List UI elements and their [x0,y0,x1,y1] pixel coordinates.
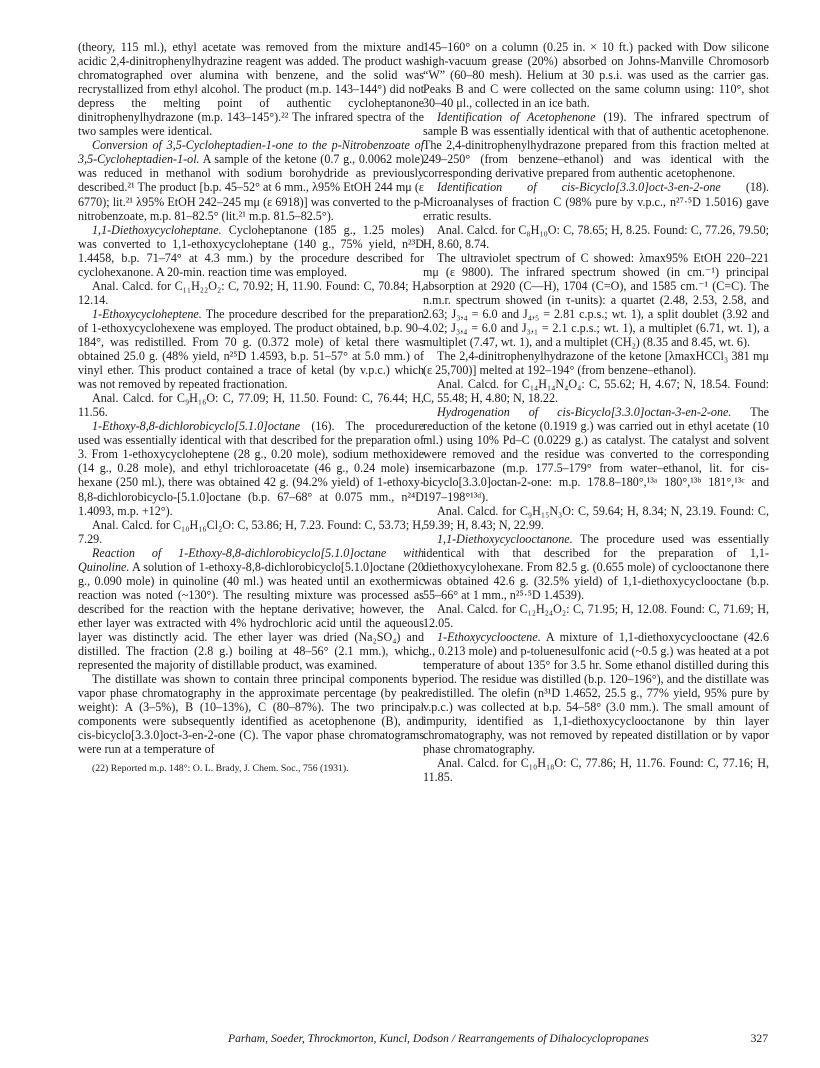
paragraph: Anal. Calcd. for C₁₀H₁₆Cl₂O: C, 53.86; H, 7.23. Found: C, 53.73; H, 7.29. [78,517,424,546]
right-column [423,40,769,784]
section-title: Reaction of 1-Ethoxy-8,8-dichlorobicyclo[5.1.0]octane with Quinoline. [78,545,424,574]
section-title: Identification of Acetophenone [437,110,596,125]
running-head: Parham, Soeder, Throckmorton, Kuncl, Dodson / Rearrangements of Dihalocyclopropanes [228,1032,649,1045]
paragraph: 1-Ethoxycycloheptene. The procedure described for the preparation of 1-ethoxycyclohexene was employed. The product obtained, b.p. 90–184°, was redistilled. From 70 g. (0.372 mole) of ketal there was obtained 25.0 g. (48% yield, n²⁵D 1.4593, b.p. 51–57° at 5.0 mm.) of vinyl ether. This product contained a trace of ketal (by v.p.c.) which was not removed by repeated fractionation. [78,306,424,392]
paragraph: Anal. Calcd. for C₉H₁₆O: C, 77.09; H, 11.50. Found: C, 76.44; H, 11.56. [78,391,424,420]
paragraph: 1-Ethoxycyclooctene. A mixture of 1,1-diethoxycyclooctane (42.6 g., 0.213 mole) and p-toluenesulfonic acid (~0.5 g.) was heated at a pot temperature of about 135° for 3.5 hr. Some ethanol distilled during this period. The residue was distilled (b.p. 120–196°), and the distillate was redistilled. The olefin (n³¹D 1.4652, 25.5 g., 77% yield, 95% pure by v.p.c.) was collected at b.p. 54–58° (3.0 mm.). The small amount of impurity, identified as 1,1-diethoxycyclooctanone by thin layer chromatography, was not removed by repeated distillation or by vapor phase chromatography. [423,629,769,757]
left-column [78,40,424,775]
section-title: 1-Ethoxycycloheptene. [92,306,202,321]
paragraph: 1-Ethoxy-8,8-dichlorobicyclo[5.1.0]octane (16). The procedure used was essentially identical with that described for the preparation of 3. From 1-ethoxycycloheptene (28 g., 0.20 mole), sodium methoxide (14 g., 0.28 mole), and ethyl trichloroacetate (46 g., 0.24 mole) in hexane (250 ml.), there was obtained 42 g. (94.2% yield) of 1-ethoxy-8,8-dichlorobicyclo-[5.1.0]octane (b.p. 67–68° at 0.075 mm., n²⁴D 1.4093, m.p. +12°). [78,419,424,518]
section-title: 1-Ethoxycyclooctene. [437,629,541,644]
section-title: Conversion of 3,5-Cycloheptadien-1-one to the p-Nitrobenzoate of 3,5-Cycloheptadien-1-ol. [78,138,424,167]
paragraph: 1,1-Diethoxycyclooctanone. The procedure used was essentially identical with that described for the preparation of 1,1-diethoxycylohexane. From 82.5 g. (0.655 mole) of cyclooctanone there was obtained 42.6 g. (32.5% yield) of 1,1-diethoxycyclooctane (b.p. 55–66° at 1 mm., n²⁵·⁵D 1.4539). [423,531,769,602]
paragraph: Anal. Calcd. for C₁₁H₂₂O₂: C, 70.92; H, 11.90. Found: C, 70.84; H, 12.14. [78,278,424,307]
paragraph: Anal. Calcd. for C₉H₁₅N₃O: C, 59.64; H, 8.34; N, 23.19. Found: C, 59.39; H, 8.43; N, 22.99. [423,503,769,532]
paragraph: Anal. Calcd. for C₁₂H₂₄O₂: C, 71.95; H, 12.08. Found: C, 71.69; H, 12.05. [423,601,769,630]
paragraph: Anal. Calcd. for C₈H₁₀O: C, 78.65; H, 8.25. Found: C, 77.26, 79.50; H, 8.60, 8.74. [423,222,769,251]
paragraph: Reaction of 1-Ethoxy-8,8-dichlorobicyclo[5.1.0]octane with Quinoline. A solution of 1-ethoxy-8,8-dichlorobicyclo[5.1.0]octane (20 g., 0.090 mole) in quinoline (40 ml.) was heated until an exothermic reaction was noted (~130°). The resulting mixture was processed as described for the reaction with the heptane derivative; however, the ether layer was extracted with 4% hydrochloric acid until the aqueous layer was distinctly acid. The ether layer was dried (Na₂SO₄) and distilled. The fraction (2.8 g.) boiling at 48–56° (2.1 mm.), which represented the majority of distillable product, was examined. [78,545,424,673]
section-title: Hydrogenation of cis-Bicyclo[3.3.0]octan-3-en-2-one. [437,405,732,420]
paragraph: Anal. Calcd. for C₁₀H₁₈O: C, 77.86; H, 11.76. Found: C, 77.16; H, 11.85. [423,756,769,785]
paragraph: Identification of Acetophenone (19). The infrared spectrum of sample B was essentially identical with that of authentic acetophenone. The 2,4-dinitrophenylhydrazone prepared from this fraction melted at 249–250° (from benzene–ethanol) and was identical with the corresponding derivative prepared from authentic acetophenone. [423,110,769,181]
paragraph: Conversion of 3,5-Cycloheptadien-1-one to the p-Nitrobenzoate of 3,5-Cycloheptadien-1-ol. A sample of the ketone (0.7 g., 0.0062 mole) was reduced in methanol with sodium borohydride as previously described.²¹ The product [b.p. 45–52° at 6 mm., λ95% EtOH 244 mμ (ε 6770); lit.²¹ λ95% EtOH 242–245 mμ (ε 6918)] was converted to the p-nitrobenzoate, m.p. 81–82.5° (lit.²¹ m.p. 81.5–82.5°). [78,138,424,223]
paragraph: The distillate was shown to contain three principal components by vapor phase chromatography in the approximate percentage (by peak weight): A (3–5%), B (10–13%), C (80–87%). The two principal components were subsequently identified as acetophenone (B), and cis-bicyclo[3.3.0]oct-3-en-2-one (C). The vapor phase chromatograms were run at a temperature of [78,672,424,757]
paragraph: Anal. Calcd. for C₁₄H₁₄N₄O₄: C, 55.62; H, 4.67; N, 18.54. Found: C, 55.48; H, 4.80; N, 18.22. [423,377,769,406]
paragraph: 1,1-Diethoxycycloheptane. Cycloheptanone (185 g., 1.25 moles) was converted to 1,1-ethoxycycloheptane (140 g., 75% yield, n²³D 1.4458, b.p. 71–74° at 4.3 mm.) by the procedure described for cyclohexanone. A 20-min. reaction time was employed. [78,222,424,279]
footnote: (22) Reported m.p. 148°: O. L. Brady, J. Chem. Soc., 756 (1931). [92,763,349,775]
paragraph: Identification of cis-Bicyclo[3.3.0]oct-3-en-2-one (18). Microanalyses of fraction C (98% pure by v.p.c., n²⁷·⁵D 1.5016) gave erratic results. [423,180,769,223]
paragraph: The ultraviolet spectrum of C showed: λmax95% EtOH 220–221 mμ (ε 9800). The infrared spectrum showed (in cm.⁻¹) principal absorption at 2920 (C—H), 1704 (C=O), and 1585 cm.⁻¹ (C=C). The n.m.r. spectrum showed (in τ-units): a quartet (2.48, 2.53, 2.58, and 2.63; J₃,₄ = 6.0 and J₄,₅ = 2.81 c.p.s.; wt. 1), a split doublet (3.92 and 4.02; J₃,₄ = 6.0 and J₃,₁ = 2.1 c.p.s.; wt. 1), a multiplet (6.71, wt. 1), a multiplet (7.47, wt. 1), and a multiplet (CH₂) (8.35 and 8.45, wt. 6). [423,250,769,349]
page-number: 327 [750,1032,768,1045]
section-title: Identification of cis-Bicyclo[3.3.0]oct-3-en-2-one [437,180,721,195]
section-title: 1-Ethoxy-8,8-dichlorobicyclo[5.1.0]octane [92,419,301,434]
paragraph: 145–160° on a column (0.25 in. × 10 ft.) packed with Dow silicone high-vacuum grease (20%) absorbed on Johns-Manville Chromosorb “W” (60–80 mesh). Helium at 30 p.s.i. was used as the carrier gas. Peaks B and C were collected on the same column using: 110°, shot 30–40 μl., collected in an ice bath. [423,40,769,111]
paragraph: Hydrogenation of cis-Bicyclo[3.3.0]octan-3-en-2-one. The reduction of the ketone (0.1919 g.) was carried out in ethyl acetate (10 ml.) using 10% Pd–C (0.0229 g.) as catalyst. The catalyst and solvent were removed and the residue was converted to the corresponding semicarbazone (m.p. 177.5–179° from water–ethanol, lit. for cis-bicyclo[3.3.0]octan-2-one: m.p. 178.8–180°,¹³ᵃ 180°,¹³ᵇ 181°,¹³ᶜ and 197–198°¹³ᵈ). [423,405,769,504]
paragraph: The 2,4-dinitrophenylhydrazone of the ketone [λmaxHCCl₃ 381 mμ (ε 25,700)] melted at 192–194° (from benzene–ethanol). [423,349,769,378]
paragraph: (theory, 115 ml.), ethyl acetate was removed from the mixture and acidic 2,4-dinitrophenylhydrazine reagent was added. The product was chromatographed over alumina with benzene, and the solid was recrystallized from ethyl alcohol. The product (m.p. 143–144°) did not depress the melting point of authentic cycloheptanone dinitrophenylhydrazone (m.p. 143–145°).²² The infrared spectra of the two samples were identical. [78,40,424,139]
section-title: 1,1-Diethoxycyclooctanone. [437,531,573,546]
section-title: 1,1-Diethoxycycloheptane. [92,222,222,237]
